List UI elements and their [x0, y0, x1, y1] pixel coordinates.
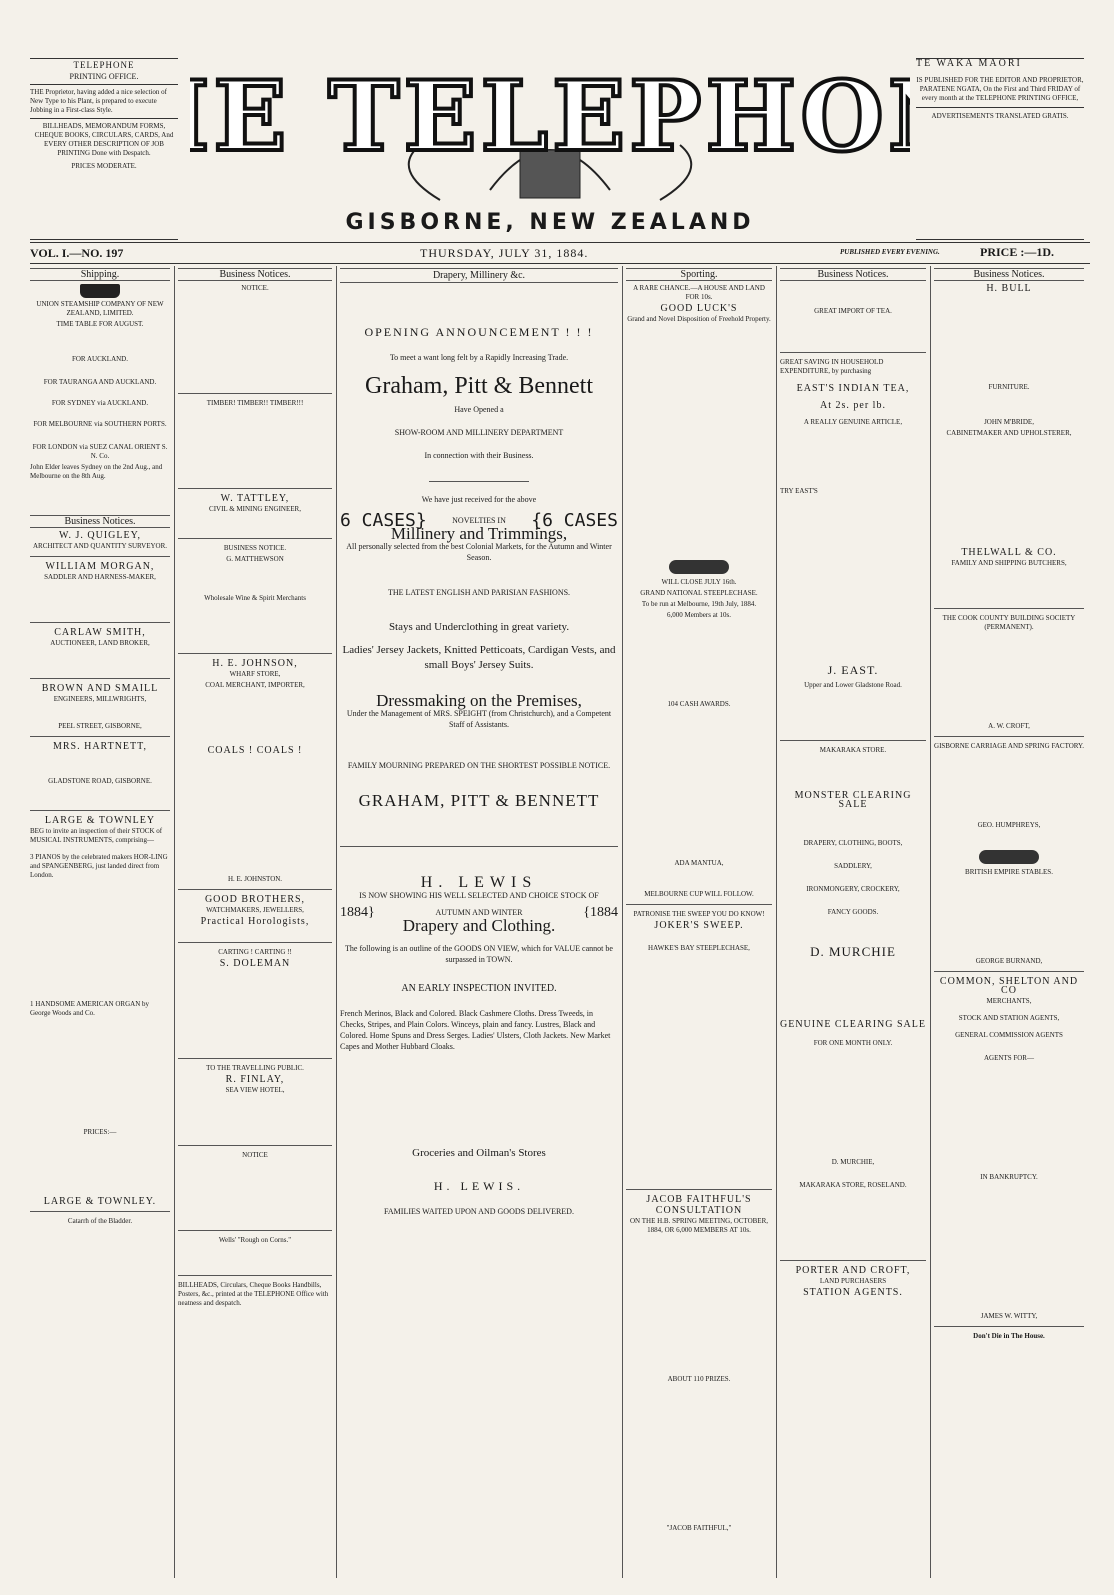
- ad-heading: LARGE & TOWNLEY.: [43, 1196, 157, 1207]
- section-header: Business Notices.: [30, 515, 170, 528]
- ad-heading: H. LEWIS.: [433, 1179, 525, 1193]
- column-shipping: [30, 268, 170, 1578]
- ad-text: FAMILIES WAITED UPON AND GOODS DELIVERED.: [384, 1207, 574, 1216]
- ad-text: CIVIL & MINING ENGINEER,: [209, 505, 301, 513]
- ad-text: IS NOW SHOWING HIS WELL SELECTED AND CHOICE STOCK OF: [359, 891, 599, 900]
- ad-heading: BUSINESS NOTICE.: [223, 544, 287, 552]
- year-right: {1884: [583, 905, 618, 920]
- ad-text: French Merinos, Black and Colored. Black Cashmere Cloths. Dress Tweeds, in Checks, Stripes, and Plain Colors. Winceys, plain and fancy. Lustres, Black and Colored. Home Spuns and Dress Serges. Ladies' Ulsters, Cloth Jackets. New Market Capes and Mother Hubbard Cloaks.: [340, 1009, 611, 1051]
- ad-text: Grand and Novel Disposition of Freehold Property.: [627, 315, 771, 323]
- ad-heading: H. E. JOHNSON,: [212, 658, 298, 669]
- ad-heading: MONSTER CLEARING SALE: [794, 790, 912, 810]
- ad-heading: GRAHAM, PITT & BENNETT: [358, 791, 600, 810]
- column-divider: [174, 266, 175, 1578]
- ad-text: SADDLERY,: [834, 862, 872, 870]
- ad-heading: GOOD BROTHERS,: [204, 894, 306, 905]
- masthead-subtitle: GISBORNE, NEW ZEALAND: [345, 210, 755, 235]
- column-divider: [930, 266, 931, 1578]
- ad-heading: R. FINLAY,: [225, 1074, 285, 1085]
- column-drapery: [340, 268, 618, 1578]
- section-header: Business Notices.: [178, 268, 332, 281]
- ad-heading: PORTER AND CROFT,: [795, 1265, 911, 1276]
- ad-heading: GOOD LUCK'S: [660, 303, 738, 314]
- ad-heading: Drapery and Clothing.: [402, 916, 556, 935]
- ad-text: Have Opened a: [454, 405, 504, 414]
- ad-text: SEA VIEW HOTEL,: [225, 1086, 285, 1094]
- ad-text: TRY EAST'S: [780, 487, 818, 495]
- publication-note: PUBLISHED EVERY EVENING.: [840, 248, 940, 256]
- ad-heading: SHOW-ROOM AND MILLINERY DEPARTMENT: [394, 428, 564, 437]
- ad-text: ON THE H.B. SPRING MEETING, OCTOBER, 1884, OR 6,000 MEMBERS AT 10s.: [630, 1217, 768, 1234]
- ad-heading: MAKARAKA STORE.: [819, 746, 887, 754]
- ad-heading: AGENTS FOR—: [984, 1054, 1034, 1062]
- ad-text: MERCHANTS,: [986, 997, 1032, 1005]
- ad-text: A. W. CROFT,: [988, 722, 1030, 730]
- ad-text: WHARF STORE,: [229, 670, 281, 678]
- volume-number: VOL. I.—NO. 197: [30, 246, 124, 260]
- route-label: FOR TAURANGA AND AUCKLAND.: [43, 378, 157, 386]
- section-header: Sporting.: [626, 268, 772, 281]
- ad-heading: Groceries and Oilman's Stores: [412, 1147, 546, 1159]
- ad-text: COAL MERCHANT, IMPORTER,: [205, 681, 305, 689]
- issue-date: THURSDAY, JULY 31, 1884.: [420, 246, 589, 260]
- ad-text: CABINETMAKER AND UPHOLSTERER,: [946, 429, 1072, 437]
- ad-text: John Elder leaves Sydney on the 2nd Aug., and Melbourne on the 8th Aug.: [30, 463, 163, 480]
- ad-heading: GEORGE BURNAND,: [975, 957, 1043, 965]
- ad-heading: A RARE CHANCE.—A HOUSE AND LAND FOR 10s.: [633, 284, 765, 301]
- right-title: TE WAKA MAORI: [916, 58, 1022, 69]
- horse-icon: [979, 850, 1039, 864]
- printing-office-ad: [30, 58, 178, 240]
- ad-heading: EAST'S INDIAN TEA,: [796, 383, 910, 394]
- ad-heading: CONSULTATION: [655, 1205, 743, 1216]
- route-label: FOR MELBOURNE via SOUTHERN PORTS.: [33, 420, 167, 428]
- graham-pitt-bennett-title: Graham, Pitt & Bennett: [365, 373, 593, 399]
- ad-heading: HAWKE'S BAY STEEPLECHASE,: [648, 944, 750, 952]
- ad-heading: JOHN M'BRIDE,: [984, 418, 1034, 426]
- column-business-1: [178, 268, 332, 1578]
- ad-heading: Millinery and Trimmings,: [390, 524, 568, 543]
- ad-heading: At 2s. per lb.: [820, 400, 886, 411]
- ad-text: H. E. JOHNSTON.: [227, 875, 283, 883]
- ad-heading: MRS. HARTNETT,: [52, 741, 148, 752]
- left-title: TELEPHONE: [73, 60, 135, 70]
- ad-text: GEO. HUMPHREYS,: [977, 821, 1041, 829]
- ad-heading: THELWALL & CO.: [961, 547, 1057, 558]
- ad-heading: "JACOB FAITHFUL,": [666, 1524, 732, 1532]
- left-sub: PRINTING OFFICE.: [69, 72, 139, 81]
- ad-text: GENERAL COMMISSION AGENTS: [955, 1031, 1063, 1039]
- ad-text: ENGINEERS, MILLWRIGHTS,: [53, 695, 147, 703]
- ad-heading: WILLIAM MORGAN,: [45, 561, 155, 572]
- ad-heading: G. MATTHEWSON: [226, 555, 284, 563]
- ad-heading: OPENING ANNOUNCEMENT ! ! !: [364, 325, 594, 339]
- ad-heading: IN BANKRUPTCY.: [980, 1173, 1038, 1181]
- ad-heading: GISBORNE CARRIAGE AND SPRING FACTORY.: [934, 742, 1084, 750]
- season-label: AUTUMN AND WINTER: [435, 908, 523, 917]
- waka-maori-notice: [916, 58, 1084, 240]
- ad-heading: W. TATTLEY,: [220, 493, 290, 504]
- ad-heading: ABOUT 110 PRIZES.: [667, 1375, 731, 1383]
- ad-text: STOCK AND STATION AGENTS,: [958, 1014, 1060, 1022]
- ad-heading: NOTICE.: [241, 284, 269, 292]
- column-business-3: [934, 268, 1084, 1578]
- ad-heading: J. EAST.: [827, 663, 879, 677]
- ad-heading: BROWN AND SMAILL: [41, 683, 159, 694]
- ad-heading: Catarrh of the Bladder.: [67, 1217, 133, 1225]
- ad-text: WATCHMAKERS, JEWELLERS,: [206, 906, 304, 914]
- ad-text: All personally selected from the best Colonial Markets, for the Autumn and Winter Season.: [346, 542, 612, 562]
- ad-heading: MELBOURNE CUP WILL FOLLOW.: [644, 890, 754, 898]
- ad-heading: PRICES:—: [83, 1128, 117, 1136]
- ad-heading: COALS ! COALS !: [207, 745, 303, 756]
- section-header: Business Notices.: [780, 268, 926, 281]
- year-left: 1884}: [340, 905, 375, 920]
- left-list: BILLHEADS, MEMORANDUM FORMS, CHEQUE BOOKS, CIRCULARS, CARDS, And EVERY OTHER DESCRIPTION OF JOB PRINTING Done with Despatch.: [34, 122, 174, 157]
- ad-text: IRONMONGERY, CROCKERY,: [806, 885, 900, 893]
- ad-text: FOR ONE MONTH ONLY.: [813, 1039, 893, 1047]
- ad-heading: H. BULL: [986, 283, 1032, 294]
- ad-heading: Dressmaking on the Premises,: [376, 691, 582, 710]
- ad-text: JAMES W. WITTY,: [980, 1312, 1038, 1320]
- ad-heading: S. DOLEMAN: [219, 958, 291, 969]
- route-label: FOR SYDNEY via AUCKLAND.: [51, 399, 149, 407]
- ad-heading: D. MURCHIE: [810, 944, 896, 959]
- ad-text: In connection with their Business.: [424, 451, 534, 460]
- ad-text: A REALLY GENUINE ARTICLE,: [803, 418, 903, 426]
- ad-heading: GENUINE CLEARING SALE: [780, 1019, 926, 1030]
- ad-text: 3 PIANOS by the celebrated makers HOR-LING and SPANGENBERG, just landed direct from London.: [30, 853, 168, 879]
- ad-text: PEEL STREET, GISBORNE,: [58, 722, 142, 730]
- ad-text: Ladies' Jersey Jackets, Knitted Petticoats, Cardigan Vests, and small Boys' Jersey Suits.: [342, 644, 616, 671]
- novelties-label: NOVELTIES IN: [452, 516, 506, 525]
- section-header: Shipping.: [30, 268, 170, 281]
- ad-text: AUCTIONEER, LAND BROKER,: [50, 639, 150, 647]
- ad-heading: Wholesale Wine & Spirit Merchants: [204, 594, 306, 602]
- ad-text: FANCY GOODS.: [827, 908, 879, 916]
- cases-right: {6 CASES: [531, 510, 618, 531]
- ad-heading: GREAT IMPORT OF TEA.: [814, 307, 892, 315]
- ad-text: DRAPERY, CLOTHING, BOOTS,: [803, 839, 903, 847]
- ad-heading: JACOB FAITHFUL'S: [646, 1194, 752, 1205]
- cases-left: 6 CASES}: [340, 510, 427, 531]
- column-business-2: [780, 268, 926, 1578]
- ad-text: BILLHEADS, Circulars, Cheque Books Handbills, Posters, &c., printed at the TELEPHONE Office with neatness and despatch.: [178, 1281, 329, 1307]
- ad-heading: CARLAW SMITH,: [54, 627, 146, 638]
- ad-heading: Wells' "Rough on Corns.": [218, 1236, 292, 1244]
- ad-heading: PATRONISE THE SWEEP YOU DO KNOW!: [633, 910, 765, 918]
- ad-heading: ADA MANTUA,: [674, 859, 724, 867]
- ad-heading: CARTING ! CARTING !!: [218, 948, 292, 956]
- section-header: Drapery, Millinery &c.: [340, 268, 618, 283]
- column-sporting: [626, 268, 772, 1578]
- ad-heading: 104 CASH AWARDS.: [667, 700, 731, 708]
- left-price: PRICES MODERATE.: [71, 162, 137, 170]
- ad-heading: W. J. QUIGLEY,: [58, 530, 142, 541]
- ad-heading: UNION STEAMSHIP COMPANY OF NEW ZEALAND, LIMITED.: [36, 300, 164, 317]
- ad-text: Under the Management of MRS. SPEIGHT (from Christchurch), and a Competent Staff of Assistants.: [346, 709, 612, 729]
- ad-text: FAMILY AND SHIPPING BUTCHERS,: [951, 559, 1067, 567]
- route-label: FOR AUCKLAND.: [71, 355, 128, 363]
- lewis-heading: H. LEWIS: [420, 874, 538, 891]
- route-label: FOR LONDON via SUEZ CANAL ORIENT S. N. Co.: [32, 443, 168, 460]
- ad-heading: Don't Die in The House.: [973, 1332, 1045, 1340]
- ad-text: GLADSTONE ROAD, GISBORNE.: [48, 777, 152, 785]
- ad-heading: STATION AGENTS.: [803, 1287, 903, 1298]
- ad-heading: TO THE TRAVELLING PUBLIC.: [206, 1064, 304, 1072]
- right-text: IS PUBLISHED FOR THE EDITOR AND PROPRIETOR, PARATENE NGATA, On the First and Third FRIDAY of every month at the TELEPHONE PRINTING OFFICE,: [916, 76, 1084, 102]
- ad-heading: D. MURCHIE,: [831, 1158, 875, 1166]
- ad-heading: THE COOK COUNTY BUILDING SOCIETY (PERMANENT).: [942, 614, 1076, 631]
- ad-heading: COMMON, SHELTON AND CO: [939, 976, 1079, 996]
- ad-text: BEG to invite an inspection of their STOCK of MUSICAL INSTRUMENTS, comprising—: [30, 827, 163, 844]
- ad-text: We have just received for the above: [421, 495, 537, 504]
- ad-heading: TIME TABLE FOR AUGUST.: [56, 320, 144, 328]
- ad-heading: AN EARLY INSPECTION INVITED.: [401, 983, 557, 994]
- ad-text: MAKARAKA STORE, ROSELAND.: [799, 1181, 907, 1189]
- masthead-title-text: E TELEPHO: [213, 60, 888, 173]
- ad-heading: Stays and Underclothing in great variety.: [388, 621, 570, 633]
- ad-text: 1 HANDSOME AMERICAN ORGAN by George Woods and Co.: [30, 1000, 150, 1017]
- masthead-title: [190, 50, 910, 210]
- ad-heading: BRITISH EMPIRE STABLES.: [965, 868, 1053, 876]
- ad-text: GREAT SAVING IN HOUSEHOLD EXPENDITURE, by purchasing: [780, 358, 884, 375]
- ad-text: SADDLER AND HARNESS-MAKER,: [44, 573, 156, 581]
- steamship-icon: [80, 284, 120, 298]
- ad-heading: LARGE & TOWNLEY: [44, 815, 156, 826]
- left-text: THE Proprietor, having added a nice selection of New Type to his Plant, is prepared to execute Jobbing in a First-class Style.: [30, 88, 167, 114]
- ad-heading: TIMBER! TIMBER!! TIMBER!!!: [206, 399, 304, 407]
- ad-heading: FAMILY MOURNING PREPARED ON THE SHORTEST POSSIBLE NOTICE.: [347, 761, 611, 770]
- ad-text: ARCHITECT AND QUANTITY SURVEYOR.: [33, 542, 167, 550]
- ad-text: LAND PURCHASERS: [819, 1277, 887, 1285]
- racehorse-icon: [669, 560, 729, 574]
- masthead-title-art: [190, 50, 910, 210]
- column-divider: [776, 266, 777, 1578]
- ad-heading: FURNITURE.: [988, 383, 1030, 391]
- ad-text: The following is an outline of the GOODS ON VIEW, which for VALUE cannot be surpassed in TOWN.: [345, 944, 613, 964]
- right-note: ADVERTISEMENTS TRANSLATED GRATIS.: [931, 112, 1069, 120]
- ad-text: To meet a want long felt by a Rapidly Increasing Trade.: [389, 353, 569, 362]
- column-divider: [622, 266, 623, 1578]
- section-header: Business Notices.: [934, 268, 1084, 281]
- ad-heading: THE LATEST ENGLISH AND PARISIAN FASHIONS.: [387, 588, 571, 597]
- ad-text: 6,000 Members at 10s.: [667, 611, 731, 619]
- ad-heading: WILL CLOSE JULY 16th.: [661, 578, 737, 586]
- column-divider: [336, 266, 337, 1578]
- ad-text: Upper and Lower Gladstone Road.: [804, 681, 902, 689]
- ad-heading: NOTICE: [242, 1151, 268, 1159]
- ad-heading: GRAND NATIONAL STEEPLECHASE.: [640, 589, 758, 597]
- ad-heading: Practical Horologists,: [200, 916, 310, 927]
- issue-price: PRICE :—1D.: [980, 245, 1054, 259]
- ad-heading: JOKER'S SWEEP.: [654, 920, 744, 931]
- ad-text: To be run at Melbourne, 19th July, 1884.: [641, 600, 757, 608]
